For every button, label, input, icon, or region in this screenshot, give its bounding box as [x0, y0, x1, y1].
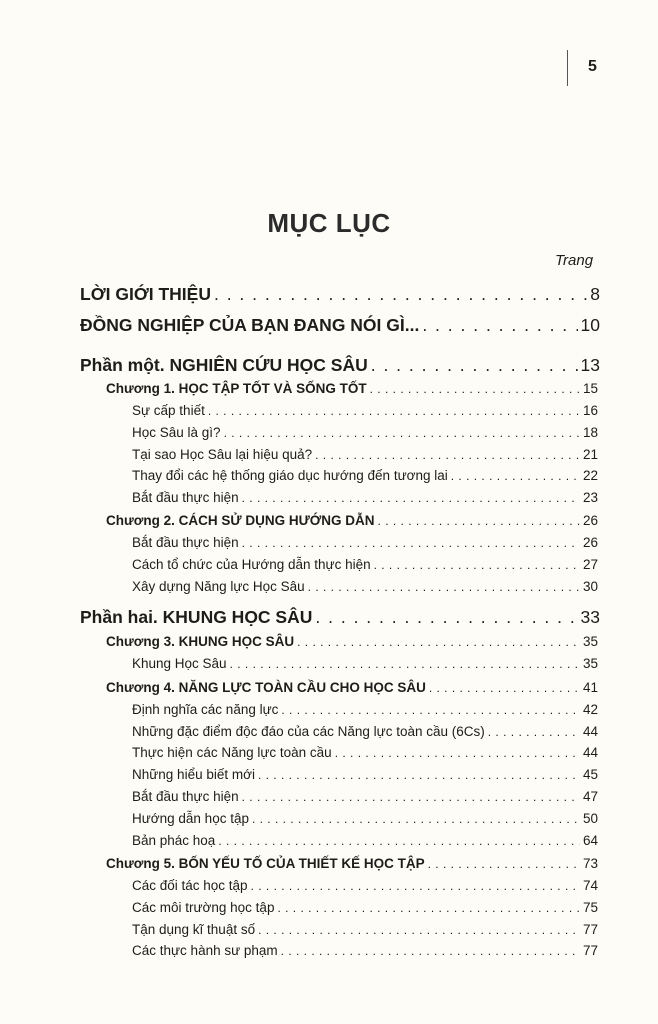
toc-part-entry — [80, 284, 600, 310]
toc-leader-dots — [422, 315, 577, 336]
toc-leader-dots — [252, 812, 580, 826]
toc-entry-title: Thực hiện các Năng lực toàn cầu — [132, 745, 332, 760]
toc-entry-page: 75 — [582, 900, 598, 915]
toc-section-entry — [132, 811, 598, 831]
toc-section-entry — [132, 767, 598, 787]
toc-entry-title: Định nghĩa các năng lực — [132, 702, 279, 717]
toc-entry-title: Các môi trường học tập — [132, 900, 275, 915]
toc-entry-page: 47 — [582, 789, 598, 804]
toc-entry-title: Bắt đầu thực hiện — [132, 535, 239, 550]
toc-entry-page: 42 — [582, 702, 598, 717]
toc-leader-dots — [429, 681, 580, 695]
toc-leader-dots — [208, 404, 580, 418]
toc-entry-page: 16 — [582, 403, 598, 418]
toc-leader-dots — [370, 382, 580, 396]
toc-section-entry — [132, 789, 598, 809]
toc-section-entry — [132, 535, 598, 555]
toc-leader-dots — [451, 469, 580, 483]
toc-entry-page: 21 — [582, 447, 598, 462]
toc-entry-page: 23 — [582, 490, 598, 505]
toc-entry-title: Sự cấp thiết — [132, 403, 205, 418]
toc-part-entry — [80, 315, 600, 341]
toc-entry-title: Chương 1. HỌC TẬP TỐT VÀ SỐNG TỐT — [106, 381, 367, 396]
toc-leader-dots — [281, 944, 580, 958]
toc-entry-title: Hướng dẫn học tập — [132, 811, 249, 826]
toc-entry-title: Những đặc điểm độc đáo của các Năng lực toàn cầu (6Cs) — [132, 724, 485, 739]
toc-leader-dots — [224, 426, 580, 440]
toc-leader-dots — [428, 857, 580, 871]
toc-entry-page: 22 — [582, 468, 598, 483]
toc-leader-dots — [258, 768, 580, 782]
toc-entry-title: Phần một. NGHIÊN CỨU HỌC SÂU — [80, 355, 368, 375]
toc-entry-title: Chương 4. NĂNG LỰC TOÀN CẦU CHO HỌC SÂU — [106, 680, 426, 695]
toc-section-entry — [132, 425, 598, 445]
toc-part-entry — [80, 355, 600, 381]
toc-entry-title: Các đối tác học tập — [132, 878, 248, 893]
toc-leader-dots — [230, 657, 580, 671]
toc-entry-page: 77 — [582, 943, 598, 958]
toc-leader-dots — [242, 790, 580, 804]
toc-entry-title: Những hiểu biết mới — [132, 767, 255, 782]
toc-leader-dots — [242, 536, 580, 550]
toc-chapter-entry — [106, 513, 598, 533]
toc-chapter-entry — [106, 634, 598, 654]
toc-chapter-entry — [106, 856, 598, 876]
toc-section-entry — [132, 490, 598, 510]
toc-entry-page: 33 — [580, 607, 600, 627]
toc-leader-dots — [258, 923, 580, 937]
toc-entry-page: 73 — [582, 856, 598, 871]
toc-entry-page: 77 — [582, 922, 598, 937]
toc-section-entry — [132, 702, 598, 722]
toc-entry-page: 8 — [590, 284, 600, 304]
toc-entry-page: 41 — [582, 680, 598, 695]
toc-section-entry — [132, 579, 598, 599]
toc-leader-dots — [315, 448, 580, 462]
toc-entry-title: Các thực hành sư phạm — [132, 943, 278, 958]
toc-section-entry — [132, 900, 598, 920]
toc-leader-dots — [335, 746, 580, 760]
toc-section-entry — [132, 833, 598, 853]
toc-leader-dots — [277, 901, 580, 915]
toc-entry-title: Chương 5. BỐN YẾU TỐ CỦA THIẾT KẾ HỌC TẬP — [106, 856, 425, 871]
toc-entry-page: 44 — [582, 724, 598, 739]
toc-section-entry — [132, 656, 598, 676]
toc-entry-title: Phần hai. KHUNG HỌC SÂU — [80, 607, 313, 627]
toc-entry-page: 26 — [582, 513, 598, 528]
toc-entry-title: Cách tổ chức của Hướng dẫn thực hiện — [132, 557, 371, 572]
toc-leader-dots — [371, 355, 578, 376]
toc-entry-title: Chương 3. KHUNG HỌC SÂU — [106, 634, 295, 649]
toc-entry-page: 45 — [582, 767, 598, 782]
toc-entry-title: Bản phác hoạ — [132, 833, 216, 848]
page-column-label: Trang — [555, 252, 594, 269]
toc-entry-title: LỜI GIỚI THIỆU — [80, 284, 211, 304]
page-number: 5 — [588, 58, 597, 75]
toc-entry-page: 10 — [580, 315, 600, 335]
toc-section-entry — [132, 724, 598, 744]
toc-entry-title: Học Sâu là gì? — [132, 425, 221, 440]
toc-leader-dots — [488, 725, 580, 739]
toc-entry-page: 74 — [582, 878, 598, 893]
toc-section-entry — [132, 468, 598, 488]
toc-leader-dots — [308, 580, 580, 594]
page-title: MỤC LỤC — [267, 208, 391, 238]
toc-leader-dots — [214, 284, 587, 305]
toc-leader-dots — [251, 879, 580, 893]
toc-section-entry — [132, 745, 598, 765]
toc-section-entry — [132, 922, 598, 942]
toc-entry-page: 30 — [582, 579, 598, 594]
toc-entry-title: Khung Học Sâu — [132, 656, 227, 671]
toc-chapter-entry — [106, 381, 598, 401]
toc-leader-dots — [242, 491, 580, 505]
toc-leader-dots — [297, 635, 580, 649]
toc-entry-page: 26 — [582, 535, 598, 550]
toc-part-entry — [80, 607, 600, 633]
toc-leader-dots — [281, 703, 580, 717]
toc-entry-page: 18 — [582, 425, 598, 440]
toc-section-entry — [132, 878, 598, 898]
toc-section-entry — [132, 403, 598, 423]
toc-section-entry — [132, 943, 598, 963]
toc-entry-title: Chương 2. CÁCH SỬ DỤNG HƯỚNG DẪN — [106, 513, 375, 528]
toc-leader-dots — [218, 834, 580, 848]
toc-entry-title: ĐỒNG NGHIỆP CỦA BẠN ĐANG NÓI GÌ... — [80, 315, 420, 335]
toc-entry-page: 35 — [582, 656, 598, 671]
toc-entry-title: Tận dụng kĩ thuật số — [132, 922, 256, 937]
toc-entry-page: 64 — [582, 833, 598, 848]
toc-leader-dots — [374, 558, 580, 572]
toc-section-entry — [132, 447, 598, 467]
toc-entry-title: Thay đổi các hệ thống giáo dục hướng đến tương lai — [132, 468, 448, 483]
toc-entry-title: Bắt đầu thực hiện — [132, 490, 239, 505]
toc-entry-page: 13 — [580, 355, 600, 375]
toc-entry-title: Tại sao Học Sâu lại hiệu quả? — [132, 447, 313, 462]
toc-leader-dots — [315, 607, 577, 628]
toc-entry-title: Xây dựng Năng lực Học Sâu — [132, 579, 305, 594]
toc-section-entry — [132, 557, 598, 577]
toc-entry-page: 50 — [582, 811, 598, 826]
toc-entry-page: 27 — [582, 557, 598, 572]
toc-entry-page: 35 — [582, 634, 598, 649]
toc-leader-dots — [378, 514, 580, 528]
toc-entry-page: 44 — [582, 745, 598, 760]
toc-entry-title: Bắt đầu thực hiện — [132, 789, 239, 804]
toc-entry-page: 15 — [582, 381, 598, 396]
toc-chapter-entry — [106, 680, 598, 700]
